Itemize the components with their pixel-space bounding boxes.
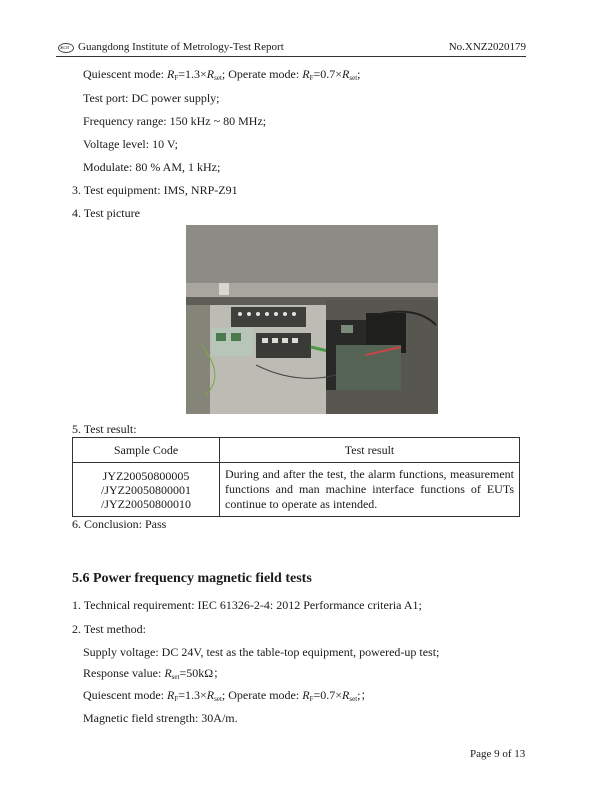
f-subscript: F <box>309 74 314 82</box>
r-symbol: R <box>302 67 310 81</box>
conclusion-line: 6. Conclusion: Pass <box>72 517 167 531</box>
test-result-heading: 5. Test result: <box>72 422 137 436</box>
column-header-sample-code: Sample Code <box>73 438 220 463</box>
header-divider <box>56 56 526 57</box>
test-equipment-line: 3. Test equipment: IMS, NRP-Z91 <box>72 183 238 197</box>
f-subscript: F <box>174 695 179 703</box>
r-symbol: R <box>164 666 172 680</box>
response-formula: =50kΩ <box>179 666 214 680</box>
sample-code-cell <box>73 463 220 517</box>
r-symbol: R <box>206 688 215 702</box>
test-result-cell: During and after the test, the alarm functions, measurement functions and man machine interface functions of EUTs continue to operate as intended. <box>220 463 520 517</box>
sample-code: /JYZ20050800010 <box>101 496 191 511</box>
technical-requirement-line: 1. Technical requirement: IEC 61326-2-4: 2012 Performance criteria A1; <box>72 598 422 612</box>
test-result-table <box>72 437 520 517</box>
quiescent-label: Quiescent mode: <box>83 688 167 702</box>
r-symbol: R <box>342 67 350 81</box>
set-subscript: set <box>214 695 222 703</box>
line-end: ;； <box>357 688 373 702</box>
response-label: Response value: <box>83 666 165 680</box>
test-setup-photo <box>186 225 438 414</box>
quiescent-operate-mode-line <box>83 688 372 706</box>
voltage-level-line: Voltage level: 10 V; <box>83 137 178 151</box>
r-symbol: R <box>166 688 175 702</box>
test-method-heading: 2. Test method: <box>72 622 146 636</box>
f-subscript: F <box>174 74 179 82</box>
quiescent-label: Quiescent mode: <box>83 67 167 81</box>
r-symbol: R <box>342 688 350 702</box>
report-number: No.XNZ2020179 <box>448 41 526 53</box>
set-subscript: set <box>171 673 180 681</box>
frequency-range-line: Frequency range: 150 kHz ~ 80 MHz; <box>83 114 267 128</box>
column-header-test-result: Test result <box>220 438 520 463</box>
r-symbol: R <box>206 67 215 81</box>
r-symbol: R <box>166 67 175 81</box>
operate-formula: =0.7× <box>313 688 343 702</box>
test-picture-heading: 4. Test picture <box>72 206 140 220</box>
logo-text: ЖСИ <box>60 45 70 50</box>
r-symbol: R <box>302 688 310 702</box>
section-title: 5.6 Power frequency magnetic field tests <box>72 571 312 586</box>
page-number: Page 9 of 13 <box>470 748 526 760</box>
supply-voltage-line: Supply voltage: DC 24V, test as the table-top equipment, powered-up test; <box>83 645 440 659</box>
table-row <box>73 463 520 517</box>
sample-code: JYZ20050800005 <box>102 468 190 483</box>
operate-formula: =0.7× <box>313 67 343 81</box>
test-port-line: Test port: DC power supply; <box>83 91 220 105</box>
operate-label: ; Operate mode: <box>221 67 303 81</box>
institute-logo <box>58 43 74 53</box>
set-subscript: set <box>349 74 358 82</box>
table-header-row <box>73 438 520 463</box>
modulate-line: Modulate: 80 % AM, 1 kHz; <box>83 160 221 174</box>
quiescent-formula: =1.3× <box>178 67 207 81</box>
operate-label: ; Operate mode: <box>221 688 303 702</box>
response-value-line <box>83 666 225 684</box>
report-header-title: Guangdong Institute of Metrology-Test Report <box>78 41 284 53</box>
f-subscript: F <box>309 695 314 703</box>
quiescent-formula: =1.3× <box>178 688 207 702</box>
set-subscript: set <box>214 74 222 82</box>
sample-code: /JYZ20050800001 <box>101 482 191 497</box>
line-end: ; <box>357 67 361 81</box>
set-subscript: set <box>349 695 358 703</box>
magnetic-field-line: Magnetic field strength: 30A/m. <box>83 711 238 725</box>
line-end: ； <box>213 666 226 680</box>
quiescent-operate-mode-line <box>83 67 360 85</box>
